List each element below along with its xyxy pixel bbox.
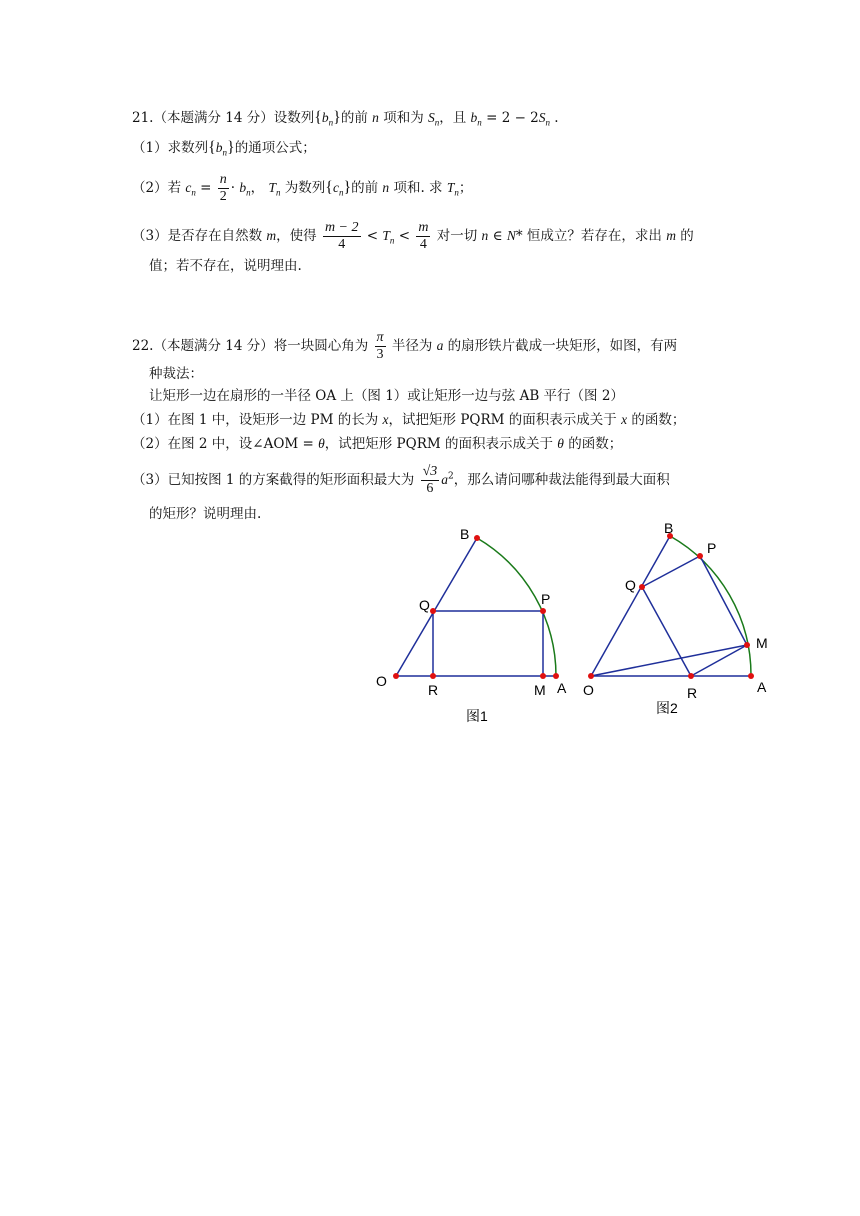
q21-part3: （3）是否存在自然数 m，使得 $\frac{m - 2}{4}$ < $T_n$ < $\frac{m}{4}$ 对一切 n ∈ N* 恒成立？若存在，求出 m 的 <box>132 220 694 252</box>
fig2-caption: 图2 <box>656 700 678 716</box>
fig2-point-M <box>744 642 750 648</box>
fig1-label-P: P <box>541 591 551 607</box>
q22-part2: （2）在图 2 中，设∠AOM = θ，试把矩形 PQRM 的面积表示成关于 θ 的函数； <box>132 436 623 452</box>
q22-stem: 22.（本题满分 14 分）将一块圆心角为 $\frac{\pi}{3}$ 半径为 a 的扇形铁片截成一块矩形，如图，有两 <box>132 330 678 362</box>
fig1-point-B <box>474 535 480 541</box>
fig1-label-M: M <box>534 682 546 698</box>
fig1-point-A <box>553 673 559 679</box>
fig1-label-B: B <box>460 526 470 542</box>
fig1-arc <box>477 538 556 676</box>
fig1-label-A: A <box>557 680 567 696</box>
fig2-label-B: B <box>664 520 674 536</box>
fig2-label-P: P <box>707 540 717 556</box>
figure-2 <box>575 520 785 730</box>
q21-part1: （1）求数列$\{b_n\}$的通项公式； <box>132 139 316 158</box>
fig1-caption: 图1 <box>466 708 488 724</box>
q22-part1: （1）在图 1 中，设矩形一边 PM 的长为 x，试把矩形 PQRM 的面积表示成关于 x 的函数； <box>132 412 686 428</box>
figure-1 <box>370 520 580 730</box>
q21-stem: 21.（本题满分 14 分）设数列$\{b_n\}$的前 n 项和为 $S_n$，且 $b_n = 2 - 2S_n$ . <box>132 109 559 128</box>
fig1-label-R: R <box>428 682 439 698</box>
fig1-point-O <box>393 673 399 679</box>
q21-part3-cont: 值；若不存在，说明理由. <box>149 258 302 274</box>
fig2-point-P <box>697 553 703 559</box>
q21-part2: （2）若 $c_n$ = $\frac{n}{2}$ · $b_n$， $T_n$ 为数列$\{c_n\}$的前 n 项和. 求 $T_n$； <box>132 172 473 204</box>
q22-part3-cont: 的矩形？说明理由. <box>149 506 262 522</box>
fig1-point-Q <box>430 608 436 614</box>
fig2-label-R: R <box>687 685 698 701</box>
fig1-point-M <box>540 673 546 679</box>
fig2-point-A <box>748 673 754 679</box>
fig1-point-R <box>430 673 436 679</box>
fig2-point-Q <box>639 584 645 590</box>
fig2-point-R <box>688 673 694 679</box>
q22-intro: 让矩形一边在扇形的一半径 OA 上（图 1）或让矩形一边与弦 AB 平行（图 2） <box>149 388 624 404</box>
fig1-label-Q: Q <box>419 597 430 613</box>
fig1-label-O: O <box>376 673 387 689</box>
fig1-point-P <box>540 608 546 614</box>
fig2-label-A: A <box>757 679 767 695</box>
q22-stem-cont: 种裁法： <box>149 366 203 382</box>
fig2-label-O: O <box>583 682 594 698</box>
fig2-label-Q: Q <box>625 577 636 593</box>
fig2-label-M: M <box>756 635 768 651</box>
fig2-arc <box>670 536 751 676</box>
q22-part3: （3）已知按图 1 的方案截得的矩形面积最大为 $\frac{√3}{6}$ $a^2$，那么请问哪种裁法能得到最大面积 <box>132 464 670 496</box>
fig2-point-O <box>588 673 594 679</box>
